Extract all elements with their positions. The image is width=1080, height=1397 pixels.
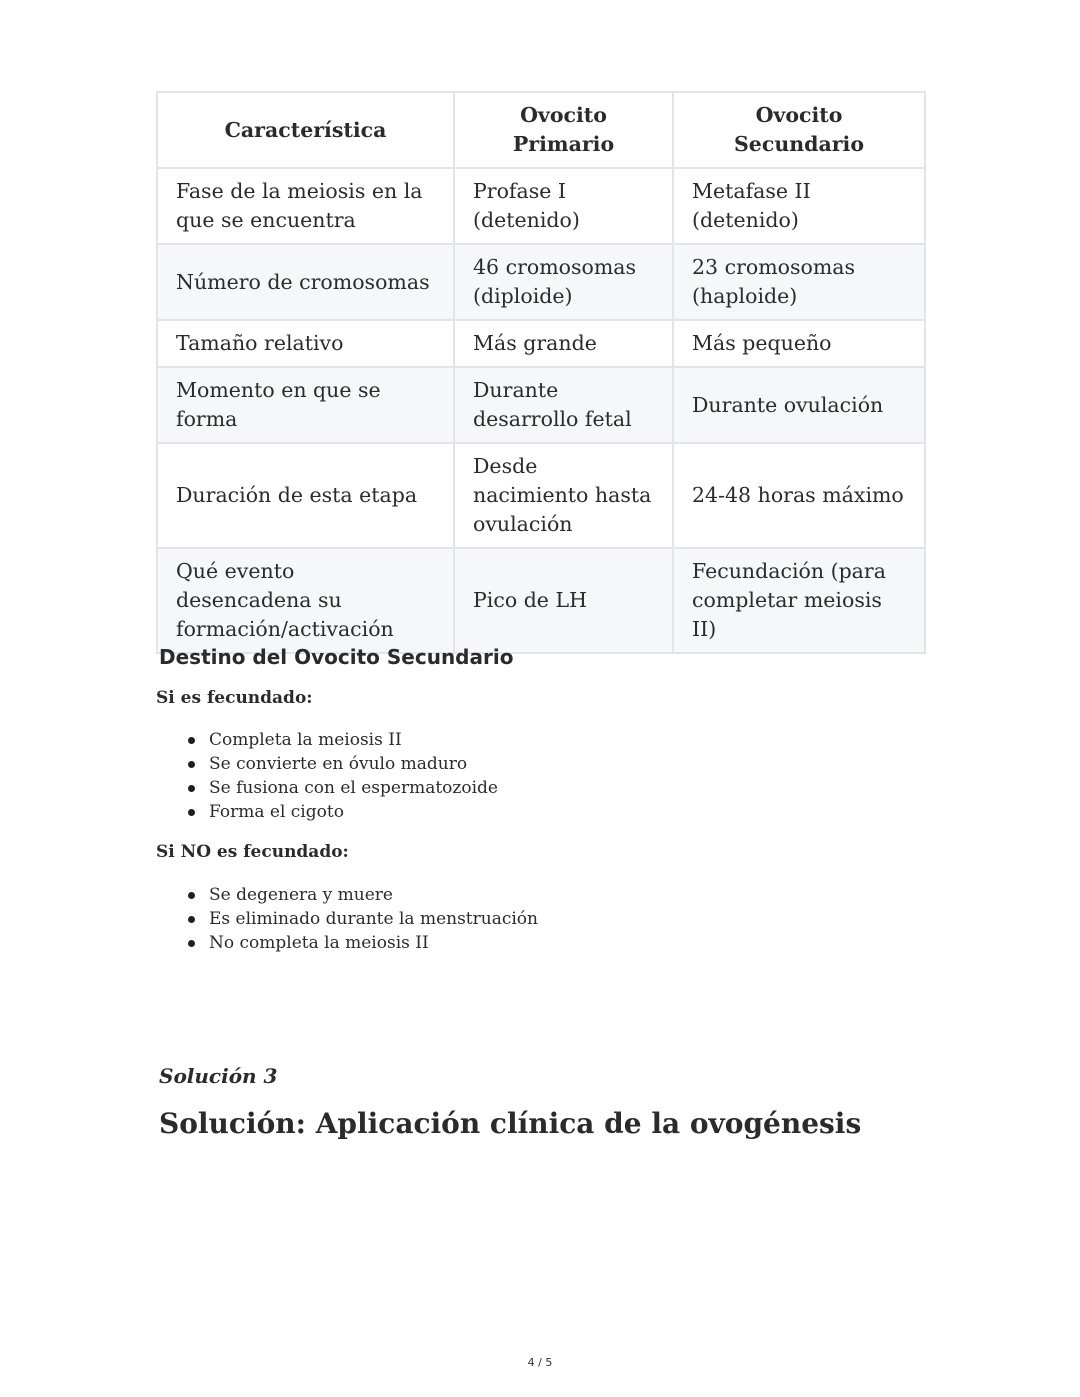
table-header-row: [157, 92, 925, 168]
fecundado-list: [180, 728, 498, 824]
table-cell: Pico de LH: [454, 548, 673, 653]
table-cell: Fecundación (para completar meiosis II): [673, 548, 925, 653]
table-cell: Profase I (detenido): [454, 168, 673, 244]
table-cell: Desde nacimiento hasta ovulación: [454, 443, 673, 548]
list-item: Forma el cigoto: [209, 800, 498, 824]
table-cell: Duración de esta etapa: [157, 443, 454, 548]
column-header: Ovocito Primario: [454, 92, 673, 168]
table-cell: 24-48 horas máximo: [673, 443, 925, 548]
table-row: [157, 244, 925, 320]
table-row: [157, 320, 925, 367]
list-item: Es eliminado durante la menstruación: [209, 909, 538, 929]
table-row: [157, 168, 925, 244]
no-fecundado-list: [180, 883, 538, 955]
table-cell: Durante ovulación: [673, 367, 925, 443]
table-cell: Momento en que se forma: [157, 367, 454, 443]
table-row: [157, 443, 925, 548]
table-cell: 23 cromosomas (haploide): [673, 244, 925, 320]
table-cell: Más grande: [454, 320, 673, 367]
table-cell: Tamaño relativo: [157, 320, 454, 367]
table-cell: Fase de la meiosis en la que se encuentra: [157, 168, 454, 244]
fecundado-label: Si es fecundado:: [156, 688, 313, 708]
table-row: [157, 548, 925, 653]
no-fecundado-label: Si NO es fecundado:: [156, 842, 349, 862]
column-header: Ovocito Secundario: [673, 92, 925, 168]
list-item: No completa la meiosis II: [209, 931, 538, 955]
table-cell: Metafase II (detenido): [673, 168, 925, 244]
solution-number-heading: Solución 3: [159, 1064, 278, 1088]
solution-title: Solución: Aplicación clínica de la ovogénesis: [159, 1107, 862, 1140]
list-item: Se convierte en óvulo maduro: [209, 752, 498, 776]
table-row: [157, 367, 925, 443]
section-heading: Destino del Ovocito Secundario: [159, 645, 514, 669]
list-item: Se fusiona con el espermatozoide: [209, 778, 498, 798]
table-cell: Durante desarrollo fetal: [454, 367, 673, 443]
table-cell: Qué evento desencadena su formación/activación: [157, 548, 454, 653]
page-indicator: 4 / 5: [527, 1356, 553, 1369]
table-cell: Más pequeño: [673, 320, 925, 367]
comparison-table: [156, 91, 926, 654]
list-item: Completa la meiosis II: [209, 728, 498, 752]
list-item: Se degenera y muere: [209, 883, 538, 907]
table-cell: 46 cromosomas (diploide): [454, 244, 673, 320]
table-cell: Número de cromosomas: [157, 244, 454, 320]
column-header: Característica: [157, 92, 454, 168]
